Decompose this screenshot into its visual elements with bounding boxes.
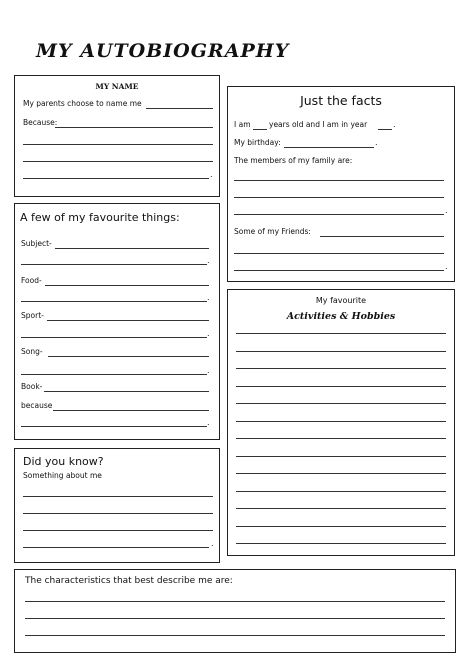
family-line[interactable] (234, 197, 444, 198)
book-input-line[interactable] (44, 391, 209, 392)
characteristics-line[interactable] (25, 618, 445, 619)
book-prompt: Book- (21, 382, 43, 391)
my-name-heading: MY NAME (95, 82, 139, 91)
hobby-line[interactable] (236, 351, 446, 352)
did-you-know-heading: Did you know? (23, 455, 104, 468)
friends-input-line[interactable] (320, 236, 444, 237)
age-prefix: I am (234, 120, 251, 129)
sport-input-line[interactable] (47, 320, 209, 321)
facts-heading: Just the facts (300, 93, 382, 108)
period: . (445, 262, 448, 271)
my-name-box (14, 75, 220, 197)
characteristics-line[interactable] (25, 635, 445, 636)
characteristics-line[interactable] (25, 601, 445, 602)
food-line[interactable] (21, 301, 207, 302)
period: . (207, 366, 210, 375)
characteristics-heading: The characteristics that best describe me are: (25, 576, 233, 586)
hobby-line[interactable] (236, 543, 446, 544)
because-prompt: Because: (23, 118, 58, 127)
period: . (211, 539, 214, 548)
sport-prompt: Sport- (21, 311, 44, 320)
book-because-input-line[interactable] (53, 410, 209, 411)
hobbies-subheading: Activities & Hobbies (286, 311, 396, 322)
name-reason-line[interactable] (23, 161, 213, 162)
period: . (375, 138, 378, 147)
family-line[interactable] (234, 214, 444, 215)
hobby-line[interactable] (236, 438, 446, 439)
family-line[interactable] (234, 180, 444, 181)
period: . (207, 329, 210, 338)
hobbies-heading: My favourite (315, 296, 367, 305)
hobby-line[interactable] (236, 403, 446, 404)
about-me-line[interactable] (23, 547, 209, 548)
subject-input-line[interactable] (55, 248, 209, 249)
period: . (445, 206, 448, 215)
food-prompt: Food- (21, 276, 42, 285)
favourites-heading: A few of my favourite things: (20, 211, 180, 224)
period: . (393, 120, 396, 129)
family-prompt: The members of my family are: (234, 156, 353, 165)
characteristics-box (14, 569, 456, 653)
name-prompt: My parents choose to name me (23, 99, 142, 108)
about-me-line[interactable] (23, 496, 213, 497)
song-input-line[interactable] (48, 356, 209, 357)
subject-line[interactable] (21, 264, 207, 265)
book-reason-line[interactable] (21, 426, 207, 427)
friends-prompt: Some of my Friends: (234, 227, 311, 236)
hobby-line[interactable] (236, 491, 446, 492)
book-because-prompt: because (21, 401, 53, 410)
song-line[interactable] (21, 374, 207, 375)
hobby-line[interactable] (236, 421, 446, 422)
friends-line[interactable] (234, 270, 444, 271)
birthday-prompt: My birthday: (234, 138, 281, 147)
period: . (207, 293, 210, 302)
age-input-line[interactable] (253, 129, 267, 130)
hobby-line[interactable] (236, 368, 446, 369)
hobby-line[interactable] (236, 386, 446, 387)
period: . (207, 256, 210, 265)
food-input-line[interactable] (45, 285, 209, 286)
did-you-know-subheading: Something about me (23, 471, 102, 480)
hobbies-box (227, 289, 455, 556)
favourites-box (14, 203, 220, 440)
subject-prompt: Subject- (21, 239, 52, 248)
year-input-line[interactable] (378, 129, 392, 130)
birthday-input-line[interactable] (284, 147, 374, 148)
period: . (207, 418, 210, 427)
facts-box (227, 86, 455, 282)
friends-line[interactable] (234, 253, 444, 254)
age-text: years old and I am in year (269, 120, 368, 129)
because-input-line[interactable] (55, 127, 213, 128)
about-me-line[interactable] (23, 513, 213, 514)
song-prompt: Song- (21, 347, 43, 356)
name-reason-line[interactable] (23, 178, 209, 179)
period: . (210, 170, 213, 179)
name-reason-line[interactable] (23, 144, 213, 145)
hobby-line[interactable] (236, 456, 446, 457)
page-title: MY AUTOBIOGRAPHY (36, 40, 290, 62)
hobby-line[interactable] (236, 526, 446, 527)
sport-line[interactable] (21, 337, 207, 338)
hobby-line[interactable] (236, 508, 446, 509)
hobby-line[interactable] (236, 473, 446, 474)
name-input-line[interactable] (146, 108, 213, 109)
hobby-line[interactable] (236, 333, 446, 334)
did-you-know-box (14, 448, 220, 563)
about-me-line[interactable] (23, 530, 213, 531)
